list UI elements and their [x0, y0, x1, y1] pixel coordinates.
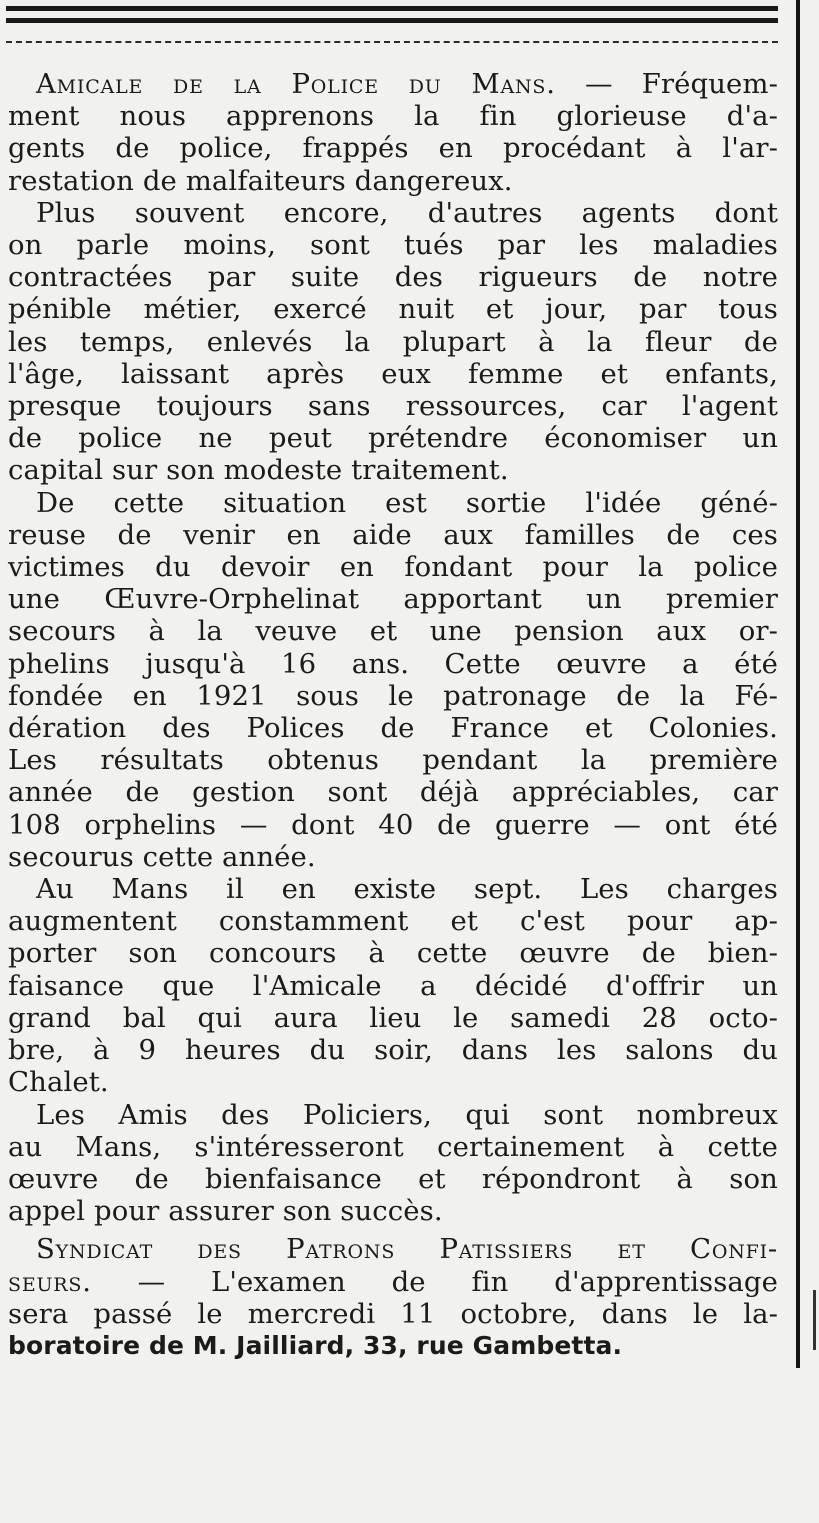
text-line: Chalet.	[8, 1066, 109, 1099]
text-line-bold: boratoire de M. Jailliard, 33, rue Gambetta.	[8, 1330, 623, 1360]
text-line: Au Mans il en existe sept. Les charges	[36, 873, 778, 906]
text-line: de police ne peut prétendre économiser un	[8, 422, 778, 455]
text-line: appel pour assurer son succès.	[8, 1195, 443, 1228]
text-line: Plus souvent encore, d'autres agents dont	[36, 196, 778, 229]
text-line: contractées par suite des rigueurs de notre	[8, 261, 778, 294]
article-police-p1	[8, 68, 778, 197]
text-line: secourus cette année.	[8, 840, 316, 873]
text-line: gents de police, frappés en procédant à l'ar-	[8, 132, 778, 165]
text-line: Les résultats obtenus pendant la première	[8, 744, 778, 777]
text-line: phelins jusqu'à 16 ans. Cette œuvre a été	[8, 647, 778, 680]
article-police-p5	[8, 1099, 778, 1228]
text-line: les temps, enlevés la plupart à la fleur de	[8, 325, 778, 358]
article-syndicat-heading: Syndicat des Patrons Patissiers et Confi-	[36, 1233, 778, 1266]
text-line: presque toujours sans ressources, car l'agent	[8, 390, 778, 423]
text-line: faisance que l'Amicale a décidé d'offrir un	[8, 969, 778, 1002]
top-double-rule-upper	[6, 6, 778, 11]
dashed-separator	[6, 41, 778, 43]
text-line: ment nous apprenons la fin glorieuse d'a-	[8, 100, 778, 133]
text-line: De cette situation est sortie l'idée géné-	[36, 486, 778, 519]
text-line: capital sur son modeste traitement.	[8, 454, 509, 487]
text-line: 108 orphelins — dont 40 de guerre — ont été	[8, 808, 778, 841]
text-line: seurs. — L'examen de fin d'apprentissage	[8, 1265, 778, 1298]
text-line: restation de malfaiteurs dangereux.	[8, 164, 513, 197]
article-police-line: Amicale de la Police du Mans. — Fréquem-	[36, 68, 778, 100]
text-line: reuse de venir en aide aux familles de ces	[8, 518, 778, 551]
text-line: victimes du devoir en fondant pour la police	[8, 551, 778, 584]
text-line: une Œuvre-Orphelinat apportant un premier	[8, 583, 778, 616]
text-line: porter son concours à cette œuvre de bien-	[8, 937, 778, 970]
text-line: Les Amis des Policiers, qui sont nombreux	[36, 1098, 778, 1131]
adjacent-column-fragment	[813, 1290, 816, 1350]
text-line: l'âge, laissant après eux femme et enfants,	[8, 357, 778, 390]
text-line: au Mans, s'intéresseront certainement à cette	[8, 1130, 778, 1163]
article-syndicat-heading-cont: seurs.	[8, 1265, 92, 1298]
article-police-p2	[8, 197, 778, 487]
text-line: année de gestion sont déjà appréciables, car	[8, 776, 778, 809]
text-line: secours à la veuve et une pension aux or-	[8, 615, 778, 648]
text-line: œuvre de bienfaisance et répondront à son	[8, 1162, 778, 1195]
text-line: on parle moins, sont tués par les maladies	[8, 229, 778, 262]
text-line: grand bal qui aura lieu le samedi 28 octo-	[8, 1001, 778, 1034]
top-double-rule-lower	[6, 18, 778, 23]
text-line: dération des Polices de France et Colonies.	[8, 712, 778, 745]
article-police-p4	[8, 873, 778, 1098]
text-line: pénible métier, exercé nuit et jour, par tous	[8, 293, 778, 326]
article-police-heading: Amicale de la Police du Mans.	[36, 68, 556, 100]
text-line: fondée en 1921 sous le patronage de la Fé-	[8, 679, 778, 712]
text-line: bre, à 9 heures du soir, dans les salons du	[8, 1034, 778, 1067]
article-syndicat-p1	[8, 1233, 778, 1362]
column-divider	[796, 0, 800, 1368]
text-line: augmentent constamment et c'est pour ap-	[8, 905, 778, 938]
text-line: sera passé le mercredi 11 octobre, dans le la-	[8, 1297, 778, 1330]
article-police-p3	[8, 487, 778, 873]
news-column	[8, 68, 778, 1362]
